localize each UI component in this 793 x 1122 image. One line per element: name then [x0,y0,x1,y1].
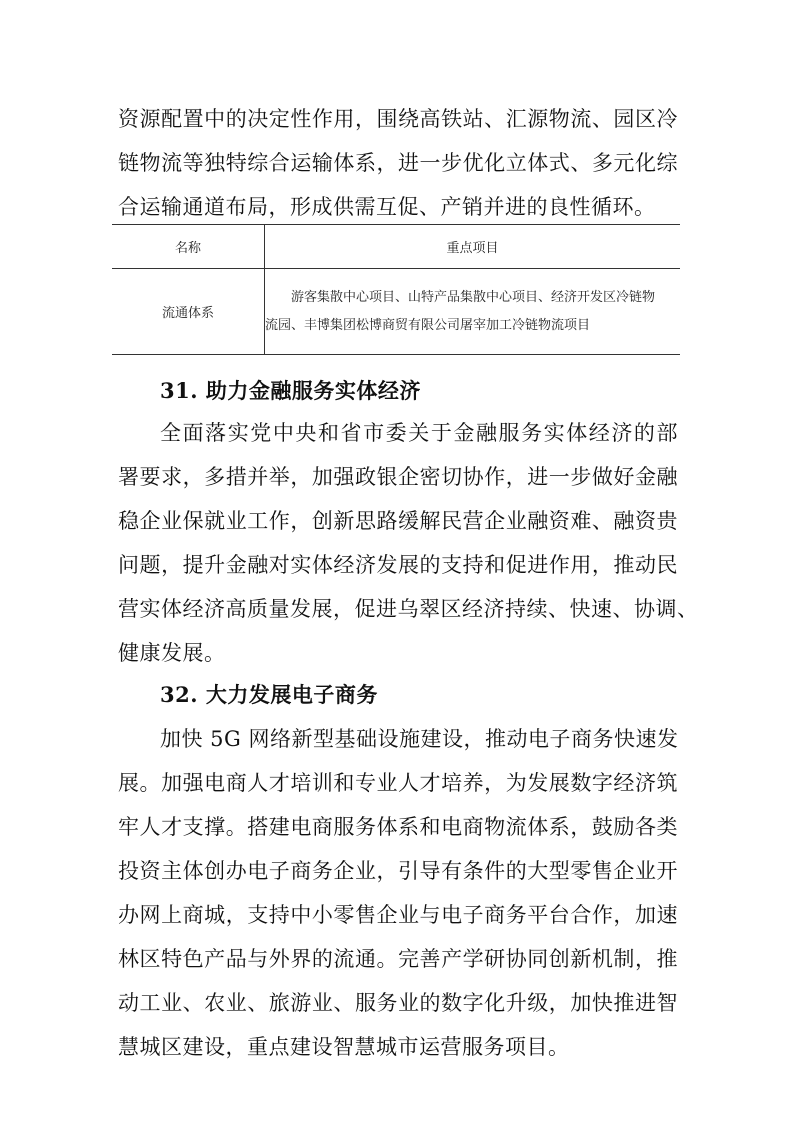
section-32-line-7: 动工业、农业、旅游业、服务业的数字化升级，加快推进智 [118,991,678,1015]
projects-line-2: 流园、丰博集团松博商贸有限公司屠宰加工冷链物流项目 [265,317,591,333]
section-31-line-3: 稳企业保就业工作，创新思路缓解民营企业融资难、融资贵 [118,509,678,533]
table-row [112,269,680,355]
table-cell-name: 流通体系 [112,269,265,355]
section-32-line-3: 牢人才支撑。搭建电商服务体系和电商物流体系，鼓励各类 [118,815,678,839]
section-32-line-4: 投资主体创办电子商务企业，引导有条件的大型零售企业开 [118,859,678,883]
section-32-line-6: 林区特色产品与外界的流通。完善产学研协同创新机制，推 [118,947,678,971]
section-32-line-1: 加快 5G 网络新型基础设施建设，推动电子商务快速发 [160,727,679,751]
section-32-line-2: 展。加强电商人才培训和专业人才培养，为发展数字经济筑 [118,771,678,795]
table-header-row [112,225,680,269]
intro-line-1: 资源配置中的决定性作用，围绕高铁站、汇源物流、园区冷 [118,107,678,131]
section-31-line-2: 署要求，多措并举，加强政银企密切协作，进一步做好金融 [118,465,678,489]
section-32-line-5: 办网上商城，支持中小零售企业与电子商务平台合作，加速 [118,903,678,927]
table-header-projects: 重点项目 [265,225,681,269]
table-header-name: 名称 [112,225,265,269]
section-32-heading: 32. 大力发展电子商务 [160,682,378,707]
section-31-heading: 31. 助力金融服务实体经济 [160,378,421,403]
table-cell-projects [265,269,681,355]
section-31-line-1: 全面落实党中央和省市委关于金融服务实体经济的部 [160,421,678,445]
section-32-line-8: 慧城区建设，重点建设智慧城市运营服务项目。 [118,1035,570,1059]
projects-line-1: 游客集散中心项目、山特产品集散中心项目、经济开发区冷链物 [291,289,656,305]
section-31-line-4: 问题，提升金融对实体经济发展的支持和促进作用，推动民 [118,553,678,577]
intro-line-2: 链物流等独特综合运输体系，进一步优化立体式、多元化综 [118,151,678,175]
key-projects-table [112,224,680,355]
section-31-line-6: 健康发展。 [118,641,226,665]
intro-line-3: 合运输通道布局，形成供需互促、产销并进的良性循环。 [118,195,656,219]
section-31-line-5: 营实体经济高质量发展，促进乌翠区经济持续、快速、协调、 [118,597,699,621]
